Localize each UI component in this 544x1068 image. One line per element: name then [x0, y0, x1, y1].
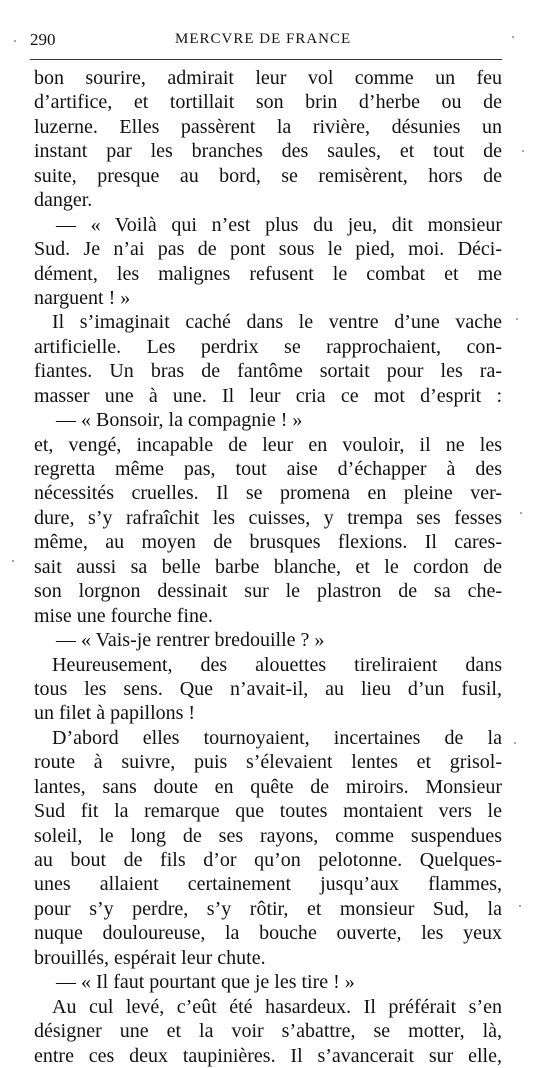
text-line: unes allaient certainement jusqu’aux flammes,	[34, 873, 502, 896]
text-line: nécessités cruelles. Il se promena en pleine ver-	[34, 482, 502, 505]
text-line: Au cul levé, c’eût été hasardeux. Il préférait s’en	[52, 995, 502, 1018]
text-line: instant par les branches des saules, et tout de	[34, 140, 502, 163]
text-line: — « Il faut pourtant que je les tire ! »	[56, 971, 355, 994]
body-text	[34, 66, 502, 1068]
text-line: Heureusement, des alouettes tireliraient dans	[52, 653, 502, 676]
page-header	[30, 30, 504, 54]
text-line: — « Bonsoir, la compagnie ! »	[56, 409, 303, 432]
text-line: dure, s’y rafraîchit les cuisses, y trempa ses fesses	[34, 506, 502, 529]
paper-speck	[12, 560, 14, 562]
text-line: suite, presque au bord, se remisèrent, hors de	[34, 164, 502, 187]
text-line: danger.	[34, 189, 93, 212]
page-number: 290	[30, 30, 56, 49]
text-line: tous les sens. Que n’avait-il, au lieu d’un fusil,	[34, 677, 502, 700]
text-line: artificielle. Les perdrix se rapprochaient, con-	[34, 335, 502, 358]
text-line: lantes, sans doute en quête de miroirs. Monsieur	[34, 775, 502, 798]
paper-speck	[516, 318, 518, 320]
text-line: — « Vais-je rentrer bredouille ? »	[56, 629, 325, 652]
text-line: Sud fit la remarque que toutes montaient vers le	[34, 800, 502, 823]
text-line: soleil, le long de ses rayons, comme suspendues	[34, 824, 502, 847]
text-line: brouillés, espérait leur chute.	[34, 946, 266, 969]
paper-speck	[14, 40, 16, 42]
running-title: MERCVRE DE FRANCE	[175, 31, 352, 47]
paper-speck	[514, 742, 516, 744]
text-line: même, au moyen de brusques flexions. Il cares-	[34, 531, 502, 554]
text-line: D’abord elles tournoyaient, incertaines de la	[52, 726, 502, 749]
text-line: et, vengé, incapable de leur en vouloir, il ne les	[34, 433, 502, 456]
text-line: entre ces deux taupinières. Il s’avancerait sur elle,	[34, 1044, 502, 1067]
text-line: fiantes. Un bras de fantôme sortait pour les ra-	[34, 360, 502, 383]
text-line: — « Voilà qui n’est plus du jeu, dit monsieur	[56, 213, 502, 236]
header-rule	[30, 59, 502, 60]
text-line: route à suivre, puis s’élevaient lentes et grisol-	[34, 751, 502, 774]
paper-speck	[522, 150, 524, 152]
text-line: son lorgnon dessinait sur le plastron de sa che-	[34, 580, 502, 603]
text-line: dément, les malignes refusent le combat et me	[34, 262, 502, 285]
paper-speck	[520, 512, 522, 514]
text-line: d’artifice, et tortillait son brin d’herbe ou de	[34, 91, 502, 114]
text-line: Sud. Je n’ai pas de pont sous le pied, moi. Déci-	[34, 238, 502, 261]
text-line: un filet à papillons !	[34, 702, 196, 725]
paper-speck	[512, 36, 514, 38]
text-line: pour s’y perdre, s’y rôtir, et monsieur Sud, la	[34, 897, 502, 920]
text-line: mise une fourche fine.	[34, 604, 213, 627]
text-line: au bout de fils d’or qu’on pelotonne. Quelques-	[34, 849, 502, 871]
text-line: regretta même pas, tout aise d’échapper à des	[34, 458, 502, 480]
paper-speck	[519, 905, 521, 907]
text-line: narguent ! »	[34, 286, 131, 309]
text-line: Il s’imaginait caché dans le ventre d’une vache	[52, 311, 502, 334]
text-line: bon sourire, admirait leur vol comme un feu	[34, 67, 502, 89]
text-line: sait aussi sa belle barbe blanche, et le cordon de	[34, 555, 502, 578]
text-line: masser une à une. Il leur cria ce mot d’esprit :	[34, 384, 502, 407]
text-line: luzerne. Elles passèrent la rivière, désunies un	[34, 115, 502, 138]
text-line: désigner une et la voir s’abattre, se motter, là,	[34, 1020, 502, 1043]
text-line: nuque douloureuse, la bouche ouverte, les yeux	[34, 922, 502, 945]
